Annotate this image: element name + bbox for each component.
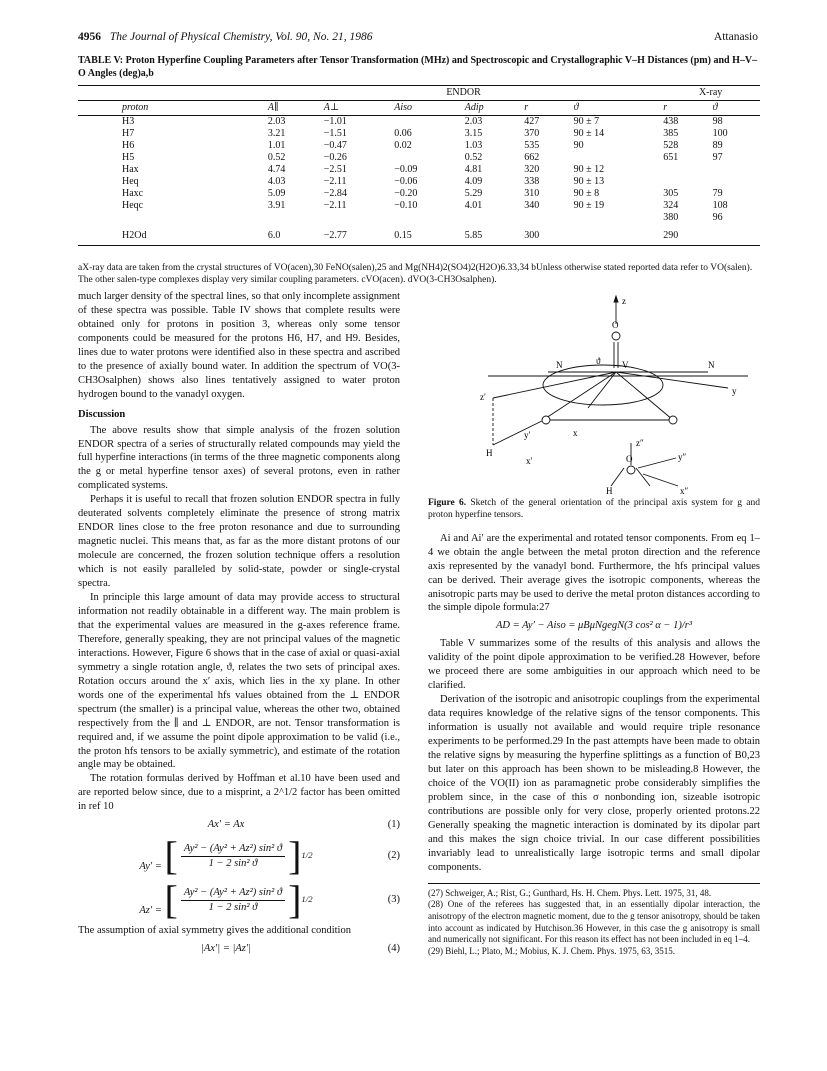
table-cell: 0.15 (392, 224, 463, 246)
column-header: proton (78, 101, 266, 116)
label-x: x (573, 428, 578, 438)
section-heading: Discussion (78, 408, 126, 420)
label-z: z (622, 296, 626, 306)
table-cell: 3.15 (464, 128, 483, 139)
table-cell: Heqc (122, 200, 144, 211)
table-cell: 2.03 (464, 116, 483, 127)
table-cell: 1.03 (464, 140, 483, 151)
numerator: Ay² − (Ay² + Az²) sin² ϑ (181, 842, 285, 857)
table-cell: 438 (663, 116, 679, 127)
table-cell: −0.06 (394, 176, 418, 187)
denominator: 1 − 2 sin² ϑ (208, 901, 258, 913)
table-cell (392, 152, 463, 164)
table-cell: 6.0 (266, 224, 322, 246)
left-column (78, 290, 400, 960)
table-cell: −0.26 (323, 152, 347, 163)
table-cell: 305 (663, 188, 679, 199)
equation-number: (3) (387, 894, 400, 906)
table-cell: 4.74 (267, 164, 286, 175)
table-cell (661, 164, 710, 176)
table-cell: 108 (712, 200, 728, 211)
reference-28: (28) One of the referees has suggested that, in an essentially dipolar interaction, the anisotropy of the electron magnetic moment, due to the g tensor anisotropy, should be taken into account as indicated by Hutchison.36 However, in this case the g anisotropy is small and numerically not significant. For this reason its effect has not been included in eq 1–4. (428, 899, 760, 945)
bracket-group (164, 833, 313, 879)
fraction (181, 886, 285, 915)
table-cell (322, 212, 393, 224)
page-header (78, 30, 758, 45)
paragraph: In principle this large amount of data may provide access to structural information not readily obtainable in a different way. The main problem is that the experimental values are measured in the g-axes reference frame. Therefore, generally speaking, they are not principal values of the magnetic interactions. However, Figure 6 shows that in the case of axial or quasi-axial symmetry a single rotation angle, ϑ, relates the two sets of principal axes. Rotation occurs around the x′ axis, which lies in the xy plane. In other words one of the experimental hfs values obtained from the ⊥ ENDOR spectrum (the smaller) is a principal value, whereas the other two, obtained respectively from the ∥ and ⊥ ENDOR, are not. Tensor transformation is required and, if we assume the point dipole approximation to be valid (i.e., the proton hfs tensors to be axially symmetric), and estimate of the rotation angle may be obtained. (78, 592, 400, 771)
figure-caption-text: Sketch of the general orientation of the principal axis system for g and proton hyperfine tensors. (428, 498, 760, 521)
table-cell: 90 ± 13 (573, 176, 605, 187)
table-cell: 96 (712, 212, 723, 223)
table-cell: H2Od (78, 224, 266, 246)
exponent: 1/2 (301, 894, 313, 905)
table-row (78, 200, 760, 212)
paragraph: The assumption of axial symmetry gives the additional condition (78, 925, 351, 937)
denominator: 1 − 2 sin² ϑ (208, 857, 258, 869)
table-cell: 380 (663, 212, 679, 223)
table-cell: 90 ± 14 (573, 128, 605, 139)
oxygen-left-atom (542, 416, 550, 424)
paragraph: Perhaps it is useful to recall that frozen solution ENDOR spectra in fully deuterated solvents completely eliminate the presence of strong matrix ENDOR lines close to the free proton resonance and due to surrounding magnetic nuclei. This means that, as far as the more distant protons of our molecule are concerned, the frozen solution technique offers a resolution which is not easily paralleled by solid-state, powder or single-crystal spectra. (78, 494, 400, 590)
table-cell: 4.01 (464, 200, 483, 211)
table-cell: H3 (122, 116, 135, 127)
equation-body (78, 877, 374, 923)
column-header: ϑ (572, 101, 662, 116)
table-cell: Hax (122, 164, 139, 175)
table-row (78, 188, 760, 200)
table-cell: −2.11 (323, 176, 347, 187)
table-cell: −0.20 (394, 188, 418, 199)
column-header: r (661, 101, 710, 116)
equation-4 (78, 942, 400, 956)
table-cell: 338 (524, 176, 540, 187)
label-theta: ϑ (596, 356, 601, 366)
table-cell: 5.85 (463, 224, 522, 246)
label-z-prime: z′ (480, 392, 486, 402)
figure-6 (428, 290, 760, 495)
table-cell: 370 (524, 128, 540, 139)
table-cell: H5 (122, 152, 135, 163)
table-cell: 98 (712, 116, 723, 127)
equation-body: Ax′ = Ax (207, 819, 245, 831)
table-v (78, 85, 760, 246)
table-stub (78, 86, 266, 101)
table-cell: 427 (524, 116, 540, 127)
equation-body (78, 833, 374, 879)
left-bracket: [ (164, 833, 178, 879)
paragraph: Table V summarizes some of the results of this analysis and allows the validity of the point dipole approximation to be verified.28 However, before we proceed there are some ambiguities in our approach which need to be clarified. (428, 638, 760, 692)
table-cell: 3.91 (267, 200, 286, 211)
label-h-left: H (486, 448, 493, 458)
reference-29: (29) Biehl, L.; Plato, M.; Mobius, K. J. Chem. Phys. 1975, 63, 3515. (428, 946, 676, 956)
table-cell: −2.84 (323, 188, 347, 199)
table-cell (711, 164, 760, 176)
table-cell: 90 ± 7 (573, 116, 600, 127)
label-o-top: O (612, 320, 619, 330)
table-cell: −0.47 (323, 140, 347, 151)
group-endor: ENDOR (266, 86, 661, 101)
column-header: ϑ (711, 101, 760, 116)
table-cell: 90 ± 12 (573, 164, 605, 175)
table-row (78, 128, 760, 140)
table-cell (661, 176, 710, 188)
label-v: V (622, 360, 629, 370)
table-cell: 0.52 (464, 152, 483, 163)
table-cell: 90 ± 19 (573, 200, 605, 211)
table-row-h2o (78, 224, 760, 246)
table-cell: 535 (524, 140, 540, 151)
table-row (78, 212, 760, 224)
author-name: Attanasio (713, 31, 758, 43)
label-x-prime: x′ (526, 456, 533, 466)
table-cell: −0.09 (394, 164, 418, 175)
table-cell (78, 212, 266, 224)
journal-name: The Journal of Physical Chemistry, Vol. 90, No. 21, 1986 (109, 31, 373, 43)
table-cell: Heq (122, 176, 139, 187)
references (428, 883, 760, 958)
table-row (78, 164, 760, 176)
table-caption: TABLE V: Proton Hyperfine Coupling Parameters after Tensor Transformation (MHz) and Spectroscopic and Crystallographic V–H Distances (pm) and H–V–O Angles (deg)a,b (78, 55, 758, 79)
table-cell: 528 (663, 140, 679, 151)
table-cell: 4.81 (464, 164, 483, 175)
table-cell: Haxc (122, 188, 144, 199)
label-z-double-prime: z″ (636, 438, 644, 448)
label-o-water: O (626, 454, 633, 464)
table-cell (711, 176, 760, 188)
table-cell (572, 152, 662, 164)
paragraph: The above results show that simple analysis of the frozen solution ENDOR spectra of a series of structurally related compounds may yield the full hyperfine interactions (in terms of the three magnetic components along the g or metal hyperfine tensor axes) of several protons, even in rather complicated systems. (78, 424, 400, 492)
table-cell: −1.51 (323, 128, 347, 139)
table-cell: 0.02 (394, 140, 412, 151)
table-cell: 4.03 (267, 176, 286, 187)
equation-2 (78, 833, 400, 879)
table-footnote: aX-ray data are taken from the crystal structures of VO(acen),30 FeNO(salen),25 and Mg(NH4)2(SO4)2(H2O)6.33,34 bUnless otherwise stated reported data refer to VO(salen). The other salen-type complexes display very similar coupling parameters. cVO(acen). dVO(3-CH3Osalphen). (78, 263, 753, 286)
column-header: Aiso (392, 101, 463, 116)
label-n-left: N (556, 360, 563, 370)
exponent: 1/2 (301, 850, 313, 861)
table-cell (463, 212, 522, 224)
table-row (78, 140, 760, 152)
table-cell: 662 (524, 152, 540, 163)
label-y-double-prime: y″ (678, 452, 687, 462)
label-y: y (732, 386, 737, 396)
water-oh-left (611, 468, 624, 486)
table-cell (266, 212, 322, 224)
page-number: 4956 (78, 31, 101, 43)
table-cell: 324 (663, 200, 679, 211)
table-cell: 79 (712, 188, 723, 199)
table-cell: 320 (524, 164, 540, 175)
label-n-right: N (708, 360, 715, 370)
table-cell: 1.01 (267, 140, 286, 151)
bracket-group (164, 877, 313, 923)
paragraph: Derivation of the isotropic and anisotropic couplings from the experimental data requires knowledge of the relative signs of the tensor components. This information is usually not available and would require triple resonance experiments to be performed.29 In the past attempts have been made to obtain the relative signs by measuring the hyperfine splittings as a function of B0,23 but later on this approach has been shown to be misleading.8 However, the choice of the VO(II) ion as paramagnetic probe considerably simplifies the problem since, in the case of this σ nonbonding ion, sizeable isotropic contributions are possible only for very close, properly oriented protons.22 Generally speaking the magnetic interaction is dominated by its dipolar part and this makes the sign choice trivial. In our case different possibilities invariably lead to unrealistically large isotropic terms and small dipolar components. (428, 694, 760, 873)
v-o-left (543, 372, 616, 420)
column-header: A∥ (266, 101, 322, 116)
table-cell: 0.52 (267, 152, 286, 163)
table-cell: 5.29 (464, 188, 483, 199)
oxygen-right-atom (669, 416, 677, 424)
equation-3 (78, 877, 400, 923)
equation-number: (2) (387, 850, 400, 862)
table-cell: 290 (661, 224, 710, 246)
equation-lhs: Az′ = (139, 905, 162, 917)
table-cell: 300 (522, 224, 571, 246)
table-cell: −1.01 (323, 116, 347, 127)
equation-dipole (428, 619, 760, 633)
right-bracket: ] (288, 877, 302, 923)
h-o-line (493, 418, 548, 445)
equation-number: (1) (387, 819, 400, 831)
table-cell: 89 (712, 140, 723, 151)
table-row (78, 152, 760, 164)
table-cell: −0.10 (394, 200, 418, 211)
table-cell: 97 (712, 152, 723, 163)
column-header: r (522, 101, 571, 116)
figure-caption (428, 497, 760, 522)
label-y-prime: y′ (524, 430, 531, 440)
label-x-double-prime: x″ (680, 486, 689, 495)
table-row (78, 176, 760, 188)
paragraph: much larger density of the spectral lines, so that only incomplete assignment of these spectra was possible. Table IV shows that complete results were obtained only for protons in position 3, whereas only some tensor components could be measured for the protons H6, H7, and H9. Besides, lines due to water protons were identified also in these spectra and ascribed to the presence of axially bound water. In addition the spectrum of VO(3-CH3Osalphen) shows also lines tentatively assigned to water proton hydrogen bound to the vanadyl oxygen. (78, 291, 400, 400)
figure-6-sketch (428, 290, 760, 495)
equation-1 (78, 818, 400, 832)
table-cell: H6 (122, 140, 135, 151)
column-header: A⊥ (322, 101, 393, 116)
figure-caption-label: Figure 6. (428, 498, 467, 508)
column-header: Adip (463, 101, 522, 116)
table-cell: 4.09 (464, 176, 483, 187)
table-cell: 2.03 (267, 116, 286, 127)
table-row (78, 116, 760, 129)
table-cell: 0.06 (394, 128, 412, 139)
left-bracket: [ (164, 877, 178, 923)
table-cell: 340 (524, 200, 540, 211)
header-left (78, 30, 372, 45)
table-cell: 90 ± 8 (573, 188, 600, 199)
paragraph: Ai and Ai′ are the experimental and rotated tensor components. From eq 1–4 we obtain the angle between the metal proton direction and the reference axis represented by the vanadyl bond. Furthermore, the hfs principal values can be derived. Their average gives the isotropic components, whereas the anisotropic parts may be used to derive the metal proton distances according to the simple dipole formula:27 (428, 532, 760, 614)
water-oh-right (636, 468, 650, 486)
reference-27: (27) Schweiger, A.; Rist, G.; Gunthard, Hs. H. Chem. Phys. Lett. 1975, 31, 48. (428, 887, 712, 898)
right-bracket: ] (288, 833, 302, 879)
table-cell: 5.09 (267, 188, 286, 199)
table-cell: 3.21 (267, 128, 286, 139)
plane-ellipse (543, 365, 663, 405)
equation-lhs: Ay′ = (139, 861, 162, 873)
equation-number: (4) (387, 943, 400, 955)
table-cell: 310 (524, 188, 540, 199)
label-h-water: H (606, 486, 613, 495)
group-xray: X-ray (661, 86, 760, 101)
table-cell: 385 (663, 128, 679, 139)
table-cell: −2.51 (323, 164, 347, 175)
water-oxygen-atom (627, 466, 635, 474)
right-column (428, 290, 760, 958)
table-cell: 100 (712, 128, 728, 139)
table-cell: −2.77 (322, 224, 393, 246)
table-cell (522, 212, 571, 224)
equation-body: AD = Ay′ − Aiso = μBμNgegN(3 cos² α − 1)/r³ (495, 620, 693, 632)
fraction (181, 842, 285, 871)
table-cell (392, 116, 463, 129)
table-cell: −2.11 (323, 200, 347, 211)
equation-body: |Ax′| = |Az′| (200, 943, 252, 955)
water-y-axis (638, 458, 676, 468)
z-arrow (614, 296, 618, 302)
table-cell: 90 (573, 140, 584, 151)
table-cell (572, 224, 662, 246)
table-cell (572, 212, 662, 224)
table-cell: 651 (663, 152, 679, 163)
numerator: Ay² − (Ay² + Az²) sin² ϑ (181, 886, 285, 901)
oxo-atom (612, 332, 620, 340)
paragraph: The rotation formulas derived by Hoffman et al.10 have been used and are reported below since, due to a misprint, a 2^1/2 factor has been omitted in ref 10 (78, 773, 400, 813)
table-cell: H7 (122, 128, 135, 139)
table-cell (392, 212, 463, 224)
table-cell (711, 224, 760, 246)
